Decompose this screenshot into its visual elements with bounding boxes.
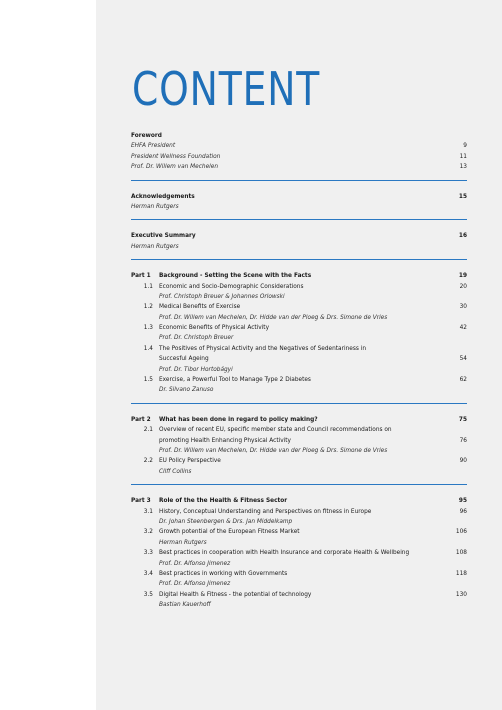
section-divider (131, 259, 467, 260)
chapter-title-line2: Succesful Ageing (159, 356, 209, 363)
toc-chapter-continued (131, 436, 467, 446)
toc-page-number: 62 (459, 377, 467, 384)
chapter-title: Economic Benefits of Physical Activity (159, 325, 270, 332)
chapter-title: Best practices in cooperation with Health Insurance and corporate Health & Wellbeing (159, 550, 410, 557)
toc-page-number: 75 (458, 416, 467, 423)
chapter-author: Prof. Christoph Breuer & Johannes Orlowski (159, 293, 285, 300)
chapter-title: EU Policy Perspective (159, 458, 221, 465)
toc-item (131, 141, 467, 151)
document-page (96, 0, 502, 710)
toc-item (131, 162, 467, 172)
toc-page-number: 76 (459, 437, 467, 444)
chapter-number: 1.1 (143, 283, 153, 290)
toc-chapter-author (131, 292, 467, 302)
left-margin (0, 0, 96, 710)
chapter-title: Economic and Socio-Demographic Considerations (159, 283, 304, 290)
toc-chapter (131, 590, 467, 600)
toc-chapter (131, 456, 467, 466)
toc-chapter-author (131, 600, 467, 610)
page-title: CONTENT (132, 62, 321, 116)
toc-chapter (131, 548, 467, 558)
toc-item-text: Prof. Dr. Willem van Mechelen (131, 164, 219, 171)
chapter-author: Prof. Dr. Christoph Breuer (159, 335, 234, 342)
part-label: Part 1 (131, 273, 151, 280)
toc-parts (131, 271, 467, 610)
part-label: Part 3 (131, 498, 151, 505)
toc-chapter (131, 302, 467, 312)
chapter-title: Digital Health & Fitness - the potential of technology (159, 591, 312, 598)
toc-chapter (131, 344, 467, 354)
toc-page-number: 96 (459, 508, 467, 515)
toc-chapter (131, 375, 467, 385)
toc-chapter (131, 425, 467, 435)
toc-chapter (131, 569, 467, 579)
toc-page-number: 16 (458, 233, 467, 240)
chapter-title-line2: promoting Health Enhancing Physical Activity (159, 437, 291, 444)
chapter-title: Growth potential of the European Fitness Market (159, 529, 300, 536)
toc-chapter-author (131, 467, 467, 477)
chapter-number: 3.2 (143, 529, 153, 536)
toc-chapter-author (131, 385, 467, 395)
toc-chapter-author (131, 333, 467, 343)
chapter-number: 3.4 (143, 570, 153, 577)
chapter-number: 1.2 (143, 304, 153, 311)
chapter-author: Cliff Collins (159, 468, 192, 475)
toc-part-heading (131, 415, 467, 425)
toc-page-number: 13 (459, 164, 467, 171)
toc-part-heading (131, 496, 467, 506)
toc-item-text: EHFA President (131, 143, 176, 150)
chapter-number: 3.3 (143, 550, 153, 557)
section-divider (131, 180, 467, 181)
chapter-author: Prof. Dr. Willem van Mechelen, Dr. Hidde van der Ploeg & Drs. Simone de Vries (159, 447, 388, 454)
chapter-number: 1.4 (143, 345, 153, 352)
toc-chapter (131, 507, 467, 517)
section-divider (131, 219, 467, 220)
chapter-author: Herman Rutgers (159, 539, 207, 546)
chapter-number: 3.1 (143, 508, 153, 515)
toc-heading-acknowledgements (131, 192, 467, 202)
toc-chapter-author (131, 365, 467, 375)
section-divider (131, 403, 467, 404)
toc-page-number: 15 (458, 193, 467, 200)
toc-page-number: 54 (459, 356, 467, 363)
part-label: Part 2 (131, 416, 151, 423)
toc-chapter (131, 323, 467, 333)
toc-page-number: 90 (459, 458, 467, 465)
toc-heading-executive-summary (131, 231, 467, 241)
chapter-author: Dr. Johan Steenbergen & Drs. Jan Middelkamp (159, 518, 293, 525)
chapter-number: 2.2 (143, 458, 153, 465)
chapter-number: 1.3 (143, 325, 153, 332)
chapter-title: Overview of recent EU, specific member state and Council recommendations on (159, 427, 392, 434)
toc-author: Herman Rutgers (131, 203, 179, 210)
chapter-author: Prof. Dr. Tibor Hortobágyi (159, 366, 233, 373)
toc-page-number: 19 (458, 273, 467, 280)
toc-chapter-author (131, 517, 467, 527)
toc-page-number: 108 (455, 550, 467, 557)
toc-chapter-author (131, 559, 467, 569)
toc-page-number: 118 (455, 570, 467, 577)
toc-page-number: 95 (458, 498, 467, 505)
section-divider (131, 484, 467, 485)
toc-heading-foreword (131, 131, 467, 141)
chapter-title: Best practices in working with Governments (159, 570, 288, 577)
toc-page-number: 9 (463, 143, 467, 150)
toc-author: Herman Rutgers (131, 243, 179, 250)
toc-chapter-author (131, 538, 467, 548)
part-heading: What has been done in regard to policy making? (159, 416, 318, 423)
executive-summary-heading: Executive Summary (131, 233, 196, 240)
table-of-contents (131, 131, 467, 610)
toc-page-number: 106 (455, 529, 467, 536)
chapter-author: Bastian Kauerhoff (159, 602, 211, 609)
toc-chapter (131, 282, 467, 292)
chapter-author: Prof. Dr. Alfonso Jimenez (159, 581, 231, 588)
toc-item-text: President Wellness Foundation (131, 153, 221, 160)
foreword-heading: Foreword (131, 133, 162, 139)
toc-item (131, 242, 467, 252)
chapter-number: 3.5 (143, 591, 153, 598)
chapter-author: Dr. Silvano Zanuso (159, 387, 214, 394)
toc-page-number: 20 (459, 283, 467, 290)
acknowledgements-heading: Acknowledgements (131, 193, 195, 200)
toc-item (131, 152, 467, 162)
chapter-number: 2.1 (143, 427, 153, 434)
toc-chapter (131, 527, 467, 537)
chapter-author: Prof. Dr. Willem van Mechelen, Dr. Hidde van der Ploeg & Drs. Simone de Vries (159, 314, 388, 321)
toc-item (131, 202, 467, 212)
toc-part-heading (131, 271, 467, 281)
toc-chapter-author (131, 446, 467, 456)
chapter-title: History, Conceptual Understanding and Perspectives on fitness in Europe (159, 508, 372, 515)
chapter-number: 1.5 (143, 377, 153, 384)
chapter-title: The Positives of Physical Activity and the Negatives of Sedentariness in (159, 345, 367, 352)
toc-page-number: 30 (459, 304, 467, 311)
toc-chapter-author (131, 579, 467, 589)
chapter-title: Exercise, a Powerful Tool to Manage Type 2 Diabetes (159, 377, 311, 384)
chapter-title: Medical Benefits of Exercise (159, 304, 241, 311)
part-heading: Role of the the Health & Fitness Sector (159, 498, 288, 505)
toc-chapter-continued (131, 354, 467, 364)
toc-page-number: 11 (459, 153, 467, 160)
chapter-author: Prof. Dr. Alfonso Jimenez (159, 560, 231, 567)
toc-page-number: 42 (459, 325, 467, 332)
part-heading: Background - Setting the Scene with the Facts (159, 273, 312, 280)
toc-chapter-author (131, 313, 467, 323)
toc-page-number: 130 (455, 591, 467, 598)
